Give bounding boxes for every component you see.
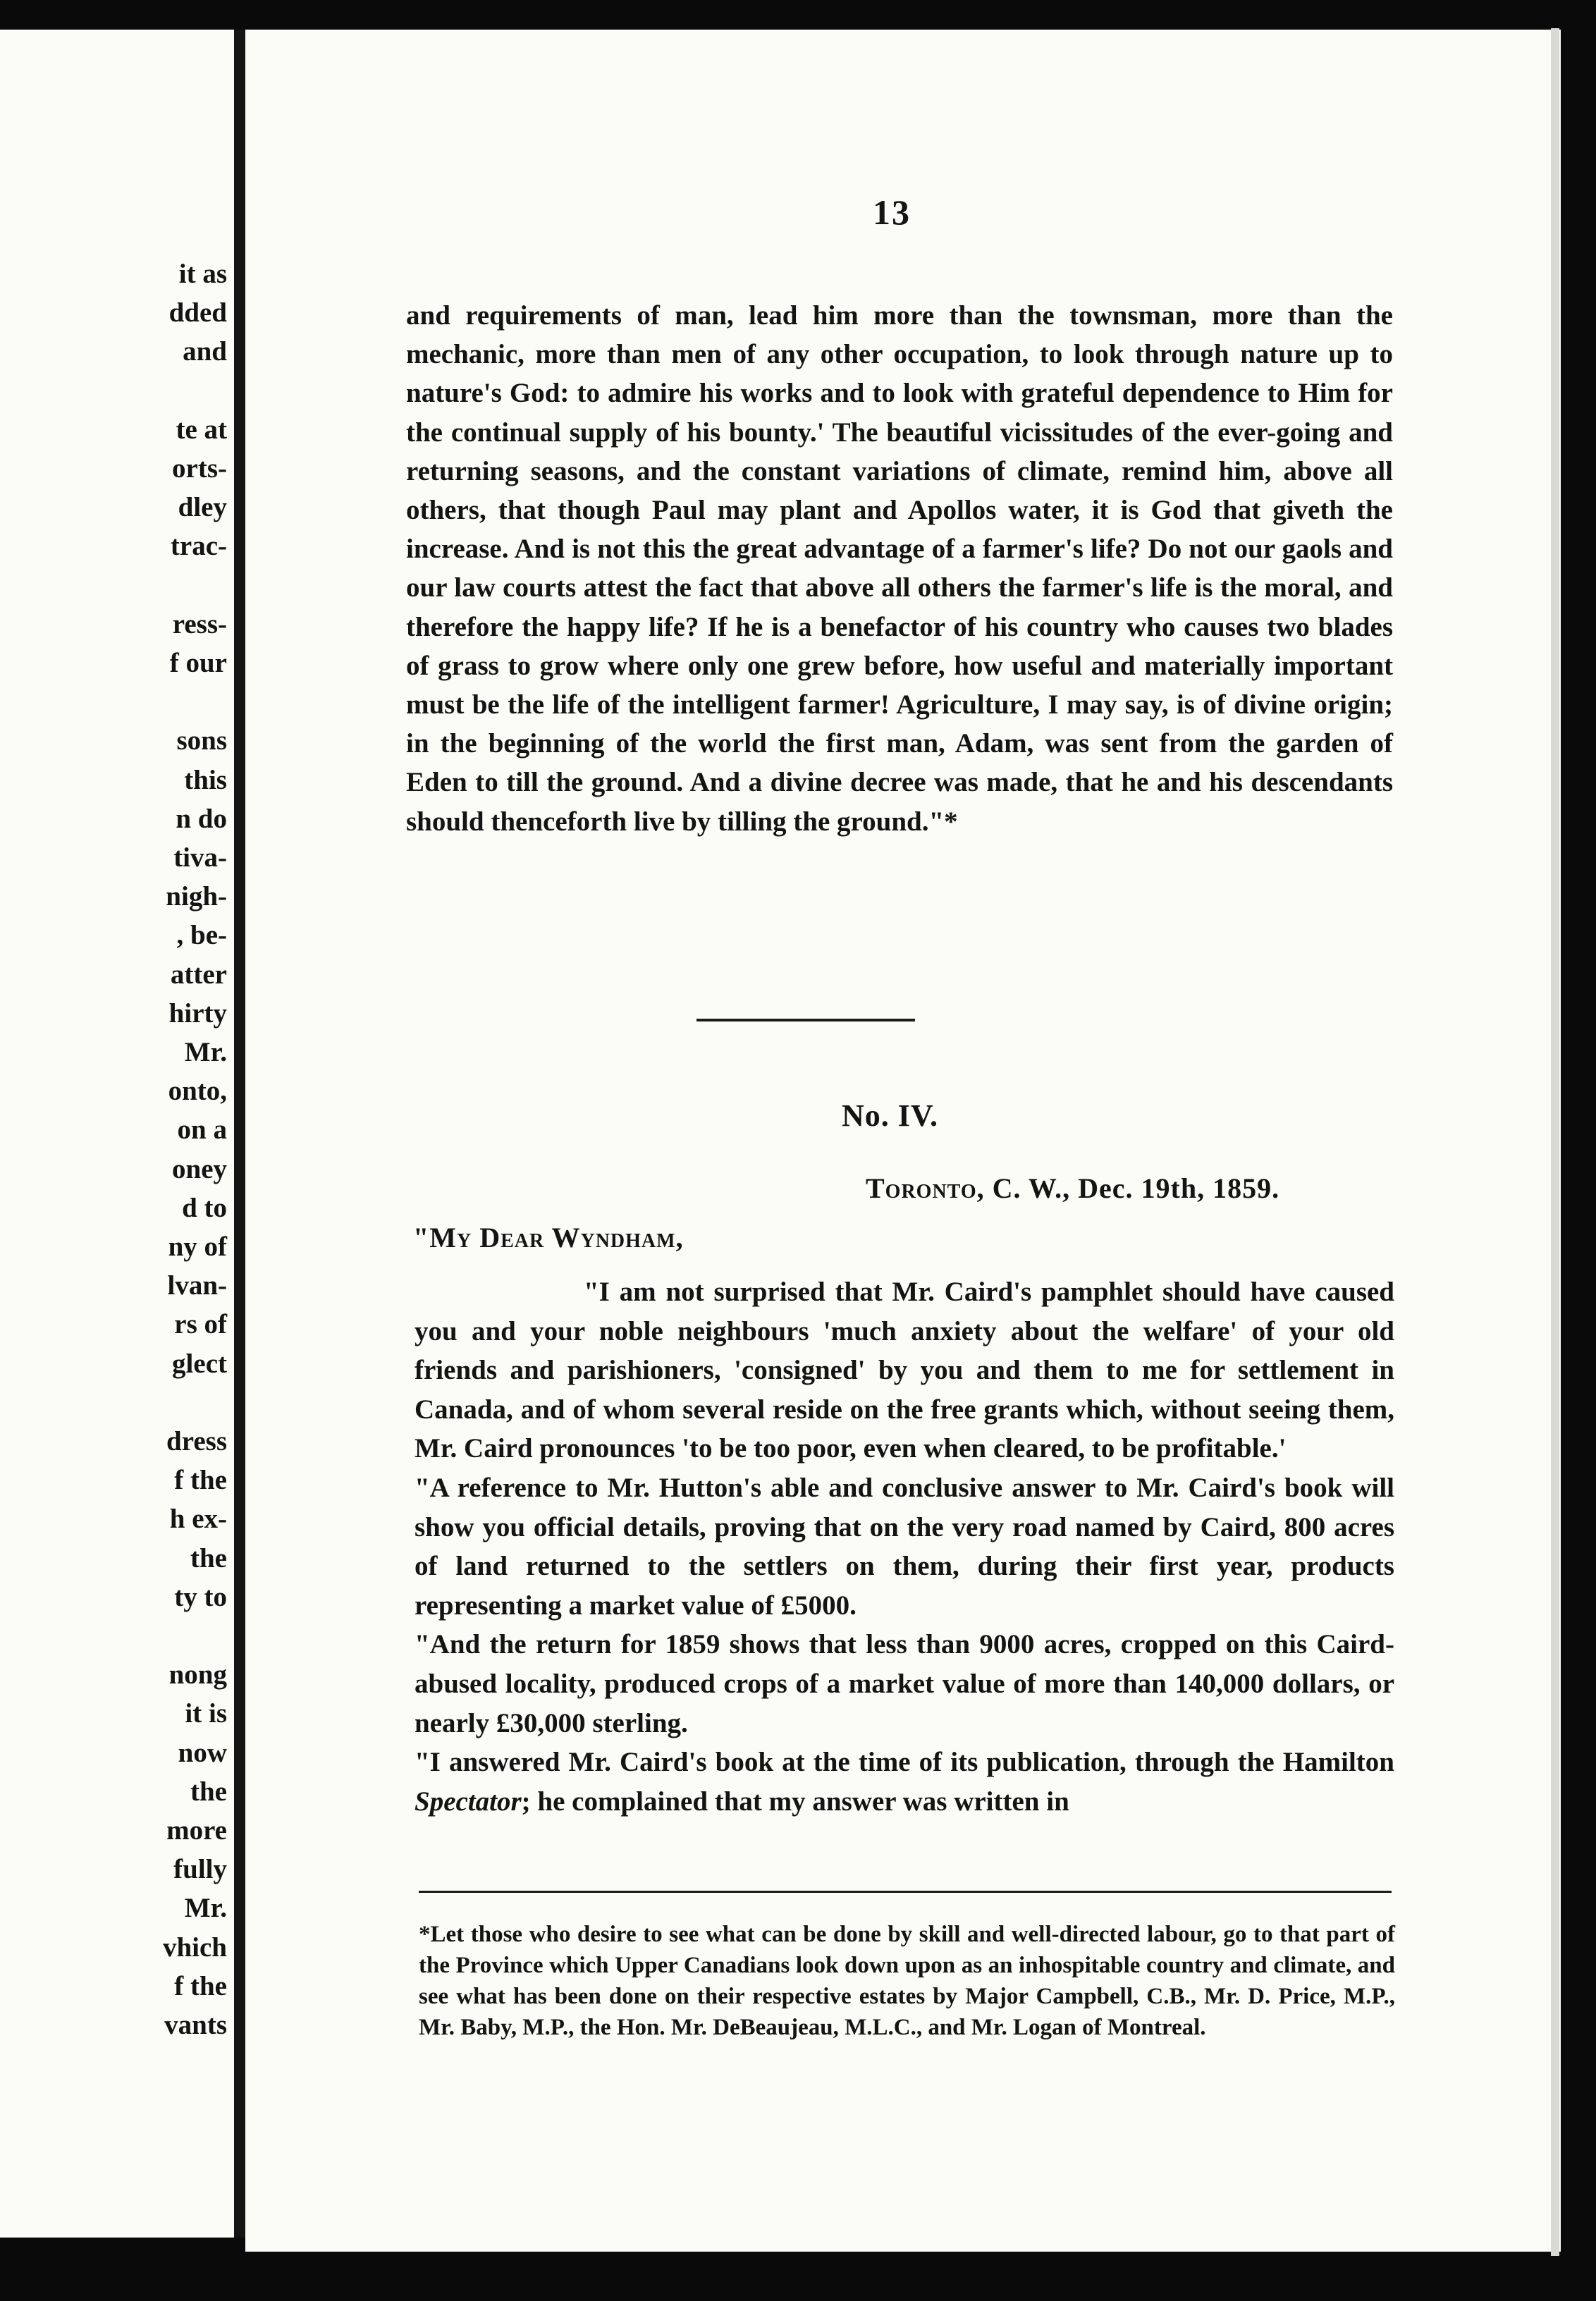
facing-page-fragment: the <box>190 1542 227 1573</box>
facing-page-fragment: ny of <box>168 1232 227 1262</box>
letter-paragraph-1: "I am not surprised that Mr. Caird's pamphlet should have caused you and your noble neighbours 'much anxiety about the welfare' of your old friends and parishioners, 'consigned' by you and them to me for settlement in Canada, and of whom several reside on the free grants which, without seeing them, Mr. Caird pronounces 'to be too poor, even when cleared, to be profitable.' <box>415 1277 1394 1464</box>
page-gutter <box>234 30 245 2238</box>
section-heading: No. IV. <box>842 1098 939 1133</box>
salutation <box>413 1221 684 1254</box>
salutation-quote: " <box>413 1222 430 1253</box>
facing-page-fragment: vhich <box>162 1932 227 1963</box>
facing-page-fragment: f our <box>169 648 227 678</box>
facing-page-fragment: h ex- <box>169 1504 227 1535</box>
facing-page-fragment: tiva- <box>173 842 227 873</box>
facing-page-fragment: ress- <box>172 608 227 639</box>
facing-page-fragment: hirty <box>168 998 227 1029</box>
letter-paragraph-4-start: "I answered Mr. Caird's book at the time of its publication, through the Hamilton <box>415 1747 1394 1778</box>
newspaper-title: Spectator <box>415 1786 522 1817</box>
letter-paragraph-3: "And the return for 1859 shows that less than 9000 acres, cropped on this Caird-abused locality, produced crops of a market value of more than 140,000 dollars, or nearly £30,000 sterling. <box>415 1629 1394 1738</box>
letter-paragraph-2: "A reference to Mr. Hutton's able and conclusive answer to Mr. Caird's book will show you official details, proving that on the very road named by Caird, 800 acres of land returned to the settlers on them, during their first year, products representing a market value of £5000. <box>415 1472 1394 1621</box>
facing-page-fragment: , be- <box>176 920 227 951</box>
footnote-rule <box>419 1891 1392 1893</box>
facing-page-fragment: f the <box>174 1970 227 2001</box>
facing-page-fragment: onto, <box>168 1076 227 1107</box>
facing-page-fragment: rs of <box>174 1309 227 1340</box>
body-paragraph-upper <box>406 296 1393 841</box>
facing-page-fragment: Mr. <box>184 1037 227 1067</box>
facing-page-fragment: orts- <box>172 453 227 484</box>
facing-page-fragment: nong <box>168 1659 227 1691</box>
facing-page-fragment: the <box>190 1776 227 1807</box>
page-number: 13 <box>873 192 911 232</box>
page-edge <box>1551 28 1559 2256</box>
facing-page-fragment: d to <box>182 1192 227 1223</box>
facing-page-fragment: atter <box>170 959 227 990</box>
letter-paragraph-4-end: ; he complained that my answer was written in <box>521 1786 1069 1817</box>
facing-page-fragment: more <box>166 1815 227 1846</box>
facing-page-fragment: trac- <box>170 531 227 562</box>
facing-page-fragment: vants <box>164 2010 227 2040</box>
facing-page-fragment: and <box>183 336 227 367</box>
upper-text: and requirements of man, lead him more than the townsman, more than the mechanic, more than men of any other occupation, to look through nature up to nature's God: to admire his works and to look with grateful dependence to Him for the continual supply of his bounty.' The beautiful vicissitudes of the ever-going and returning seasons, and the constant variations of climate, remind him, above all others, that though Paul may plant and Apollos water, it is God that giveth the increase. And is not this the great advantage of a farmer's life? Do not our gaols and our law courts attest the fact that above all others the farmer's life is the moral, and therefore the happy life? If he is a benefactor of his country who causes two blades of grass to grow where only one grew before, how useful and materially important must be the life of the intelligent farmer! Agriculture, I may say, is of divine origin; in the beginning of the world the first man, Adam, was sent from the garden of Eden to till the ground. And a divine decree was made, that he and his descendants should thenceforth live by tilling the ground."* <box>406 300 1393 837</box>
facing-page-fragment: dress <box>166 1426 227 1456</box>
facing-page-fragment: it is <box>185 1698 227 1729</box>
facing-page-fragment: now <box>178 1737 227 1768</box>
facing-page-fragment: on a <box>177 1115 227 1146</box>
book-page <box>245 30 1561 2252</box>
letter-paragraph-4 <box>415 1743 1394 1821</box>
facing-page-fragment: fully <box>173 1854 227 1885</box>
facing-page-fragment: Mr. <box>184 1893 227 1924</box>
section-divider <box>696 1019 915 1021</box>
facing-page-fragment: lvan- <box>167 1270 227 1301</box>
facing-page-fragment: oney <box>172 1153 227 1184</box>
facing-page-fragment: nigh- <box>166 881 227 912</box>
footnote: *Let those who desire to see what can be done by skill and well-directed labour, go to that part of the Province which Upper Canadians look down upon as an inhospitable country and climate, and see what has been done on their respective estates by Major Campbell, C.B., Mr. D. Price, M.P., Mr. Baby, M.P., the Hon. Mr. DeBeaujeau, M.L.C., and Mr. Logan of Montreal. <box>419 1922 1395 2040</box>
facing-page-fragment: this <box>184 764 227 795</box>
facing-page-fragment: glect <box>172 1348 227 1379</box>
facing-page-fragment: it as <box>178 259 227 289</box>
salutation-text: My Dear Wyndham, <box>429 1222 684 1253</box>
facing-page-fragment: ty to <box>174 1581 227 1612</box>
dateline-place: Toronto <box>866 1172 977 1204</box>
facing-page-fragment: f the <box>174 1465 227 1496</box>
facing-page-fragment: n do <box>176 803 227 834</box>
facing-page <box>0 30 238 2238</box>
facing-page-fragment: te at <box>176 414 227 445</box>
facing-page-fragment: dded <box>168 297 227 329</box>
facing-page-fragment: dley <box>178 492 227 523</box>
letter-body <box>415 1272 1394 1821</box>
facing-page-fragment: sons <box>176 725 227 756</box>
dateline-date: , C. W., Dec. 19th, 1859. <box>976 1172 1280 1204</box>
dateline <box>866 1172 1279 1205</box>
